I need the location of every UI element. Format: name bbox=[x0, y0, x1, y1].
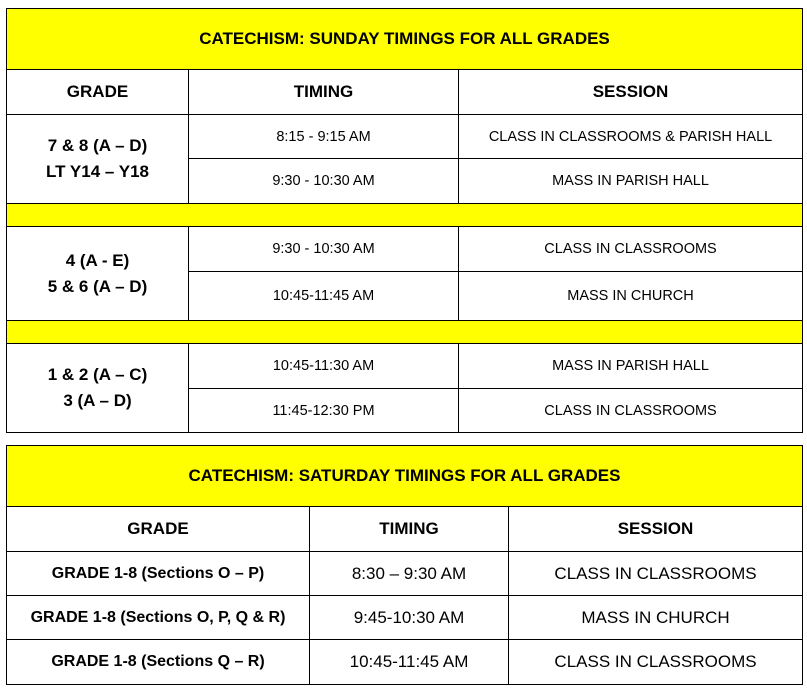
grade-line: 5 & 6 (A – D) bbox=[47, 276, 148, 296]
timing-cell: 9:30 - 10:30 AM bbox=[189, 159, 459, 204]
table-row bbox=[7, 552, 803, 596]
session-cell: MASS IN PARISH HALL bbox=[459, 159, 803, 204]
grade-cell: GRADE 1-8 (Sections O – P) bbox=[7, 552, 310, 596]
session-cell: MASS IN CHURCH bbox=[459, 272, 803, 321]
timing-cell: 10:45-11:30 AM bbox=[189, 344, 459, 389]
session-cell: CLASS IN CLASSROOMS bbox=[509, 552, 803, 596]
timing-cell: 8:30 – 9:30 AM bbox=[310, 552, 509, 596]
grade-line: LT Y14 – Y18 bbox=[45, 162, 149, 181]
table-row bbox=[7, 227, 803, 272]
session-cell: MASS IN PARISH HALL bbox=[459, 344, 803, 389]
timing-cell: 9:45-10:30 AM bbox=[310, 596, 509, 640]
grade-cell: GRADE 1-8 (Sections Q – R) bbox=[7, 640, 310, 685]
timing-cell: 8:15 - 9:15 AM bbox=[189, 115, 459, 159]
header-grade: GRADE bbox=[7, 507, 310, 552]
sunday-timings-table bbox=[6, 8, 803, 433]
grade-cell: GRADE 1-8 (Sections O, P, Q & R) bbox=[7, 596, 310, 640]
session-cell: MASS IN CHURCH bbox=[509, 596, 803, 640]
table-row bbox=[7, 596, 803, 640]
grade-line: 3 (A – D) bbox=[63, 391, 132, 410]
grade-line: 7 & 8 (A – D) bbox=[47, 136, 148, 155]
grade-cell bbox=[7, 115, 189, 204]
separator-band bbox=[7, 321, 803, 344]
table-row bbox=[7, 115, 803, 159]
header-session: SESSION bbox=[509, 507, 803, 552]
session-cell: CLASS IN CLASSROOMS bbox=[509, 640, 803, 685]
session-cell: CLASS IN CLASSROOMS & PARISH HALL bbox=[459, 115, 803, 159]
separator-band bbox=[7, 204, 803, 227]
sunday-title: CATECHISM: SUNDAY TIMINGS FOR ALL GRADES bbox=[7, 9, 803, 70]
timing-cell: 10:45-11:45 AM bbox=[310, 640, 509, 685]
header-grade: GRADE bbox=[7, 70, 189, 115]
grade-line: 4 (A - E) bbox=[65, 250, 130, 270]
saturday-timings-table bbox=[6, 445, 803, 685]
saturday-title: CATECHISM: SATURDAY TIMINGS FOR ALL GRADES bbox=[7, 446, 803, 507]
header-timing: TIMING bbox=[189, 70, 459, 115]
grade-line: 1 & 2 (A – C) bbox=[47, 365, 148, 384]
grade-cell bbox=[7, 227, 189, 321]
session-cell: CLASS IN CLASSROOMS bbox=[459, 389, 803, 433]
grade-cell bbox=[7, 344, 189, 433]
header-session: SESSION bbox=[459, 70, 803, 115]
timing-cell: 10:45-11:45 AM bbox=[189, 272, 459, 321]
session-cell: CLASS IN CLASSROOMS bbox=[459, 227, 803, 272]
header-timing: TIMING bbox=[310, 507, 509, 552]
timing-cell: 9:30 - 10:30 AM bbox=[189, 227, 459, 272]
table-row bbox=[7, 640, 803, 685]
table-row bbox=[7, 344, 803, 389]
timing-cell: 11:45-12:30 PM bbox=[189, 389, 459, 433]
